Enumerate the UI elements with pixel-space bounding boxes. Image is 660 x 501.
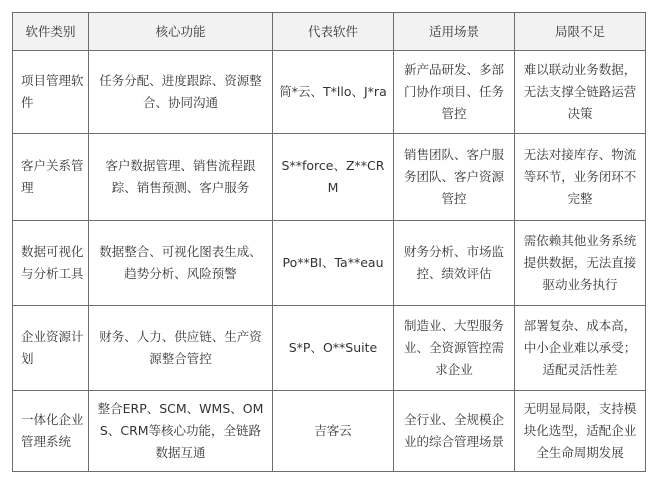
cell-use-cases: 制造业、大型服务业、全资源管控需求企业 — [394, 306, 515, 391]
cell-use-cases: 财务分析、市场监控、绩效评估 — [394, 221, 515, 306]
cell-category: 一体化企业管理系统 — [13, 391, 89, 472]
software-comparison-table — [12, 12, 646, 472]
table-row — [13, 51, 646, 134]
cell-representative-software: S**force、Z**CRM — [273, 134, 394, 221]
table-row — [13, 306, 646, 391]
cell-representative-software: Po**BI、Ta**eau — [273, 221, 394, 306]
header-representative-software: 代表软件 — [273, 13, 394, 51]
cell-category: 客户关系管理 — [13, 134, 89, 221]
cell-use-cases: 销售团队、客户服务团队、客户资源管控 — [394, 134, 515, 221]
cell-limitations: 难以联动业务数据，无法支撑全链路运营决策 — [515, 51, 646, 134]
header-category: 软件类别 — [13, 13, 89, 51]
cell-core-features: 数据整合、可视化图表生成、趋势分析、风险预警 — [89, 221, 273, 306]
cell-limitations: 部署复杂、成本高，中小企业难以承受；适配灵活性差 — [515, 306, 646, 391]
header-use-cases: 适用场景 — [394, 13, 515, 51]
cell-core-features: 财务、人力、供应链、生产资源整合管控 — [89, 306, 273, 391]
cell-core-features: 任务分配、进度跟踪、资源整合、协同沟通 — [89, 51, 273, 134]
header-core-features: 核心功能 — [89, 13, 273, 51]
cell-use-cases: 新产品研发、多部门协作项目、任务管控 — [394, 51, 515, 134]
table-row — [13, 134, 646, 221]
table-header — [13, 13, 646, 51]
cell-core-features: 客户数据管理、销售流程跟踪、销售预测、客户服务 — [89, 134, 273, 221]
cell-limitations: 需依赖其他业务系统提供数据，无法直接驱动业务执行 — [515, 221, 646, 306]
cell-core-features: 整合ERP、SCM、WMS、OMS、CRM等核心功能，全链路数据互通 — [89, 391, 273, 472]
cell-use-cases: 全行业、全规模企业的综合管理场景 — [394, 391, 515, 472]
cell-representative-software: 吉客云 — [273, 391, 394, 472]
cell-limitations: 无明显局限，支持模块化选型，适配企业全生命周期发展 — [515, 391, 646, 472]
cell-category: 企业资源计划 — [13, 306, 89, 391]
table-row — [13, 391, 646, 472]
header-row — [13, 13, 646, 51]
cell-representative-software: 简*云、T*llo、J*ra — [273, 51, 394, 134]
cell-limitations: 无法对接库存、物流等环节，业务闭环不完整 — [515, 134, 646, 221]
table-row — [13, 221, 646, 306]
cell-category: 项目管理软件 — [13, 51, 89, 134]
header-limitations: 局限不足 — [515, 13, 646, 51]
table-body — [13, 51, 646, 472]
cell-category: 数据可视化与分析工具 — [13, 221, 89, 306]
cell-representative-software: S*P、O**Suite — [273, 306, 394, 391]
